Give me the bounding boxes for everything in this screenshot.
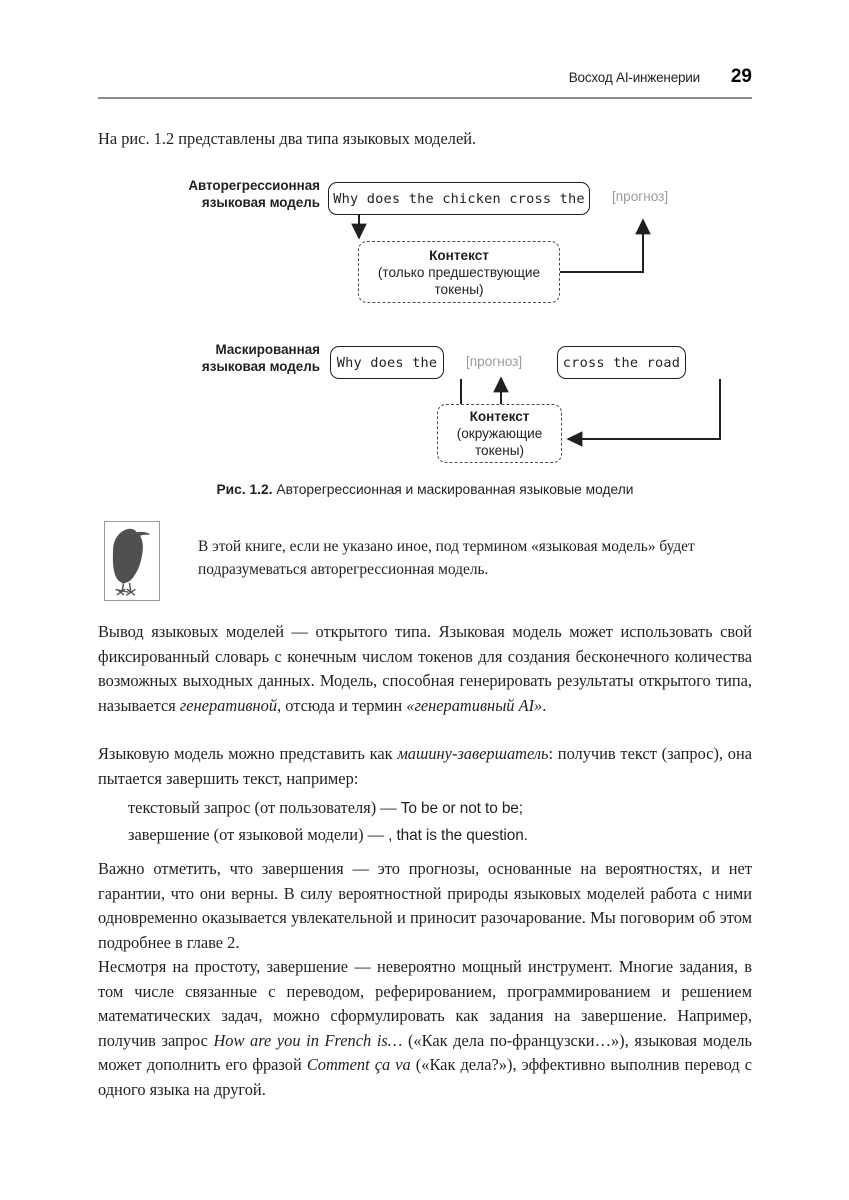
autoregressive-prediction-label: [прогноз] — [612, 189, 669, 204]
list-item-1-code: To be or not to be; — [400, 800, 523, 817]
figure-caption — [98, 482, 752, 497]
paragraph-probabilistic-nature: Важно отметить, что завершения — это прогнозы, основанные на вероятностях, и нет гарантии, что они верны. В силу вероятностной природы языковых моделей работа с ними одновременно оказывается увлекательной и приносит разочарование. Мы поговорим об этом подробнее в главе 2. — [98, 859, 752, 952]
crow-icon — [104, 521, 160, 601]
autoregressive-label-line-1: Авторегрессионная — [188, 178, 320, 193]
p4-italic-prompt: How are you in French is… — [213, 1030, 403, 1050]
autoregressive-model-label — [98, 178, 320, 211]
intro-sentence: На рис. 1.2 представлены два типа языковых моделей. — [98, 129, 477, 148]
p4-part-c: («Как дела?»), эффективно выполнив перевод с одного языка на другой. — [98, 1055, 753, 1099]
list-item — [128, 822, 752, 849]
p4-italic-french: Comment ça va — [306, 1055, 411, 1075]
note-block — [104, 519, 752, 605]
list-item-2-code: , that is the question. — [388, 827, 528, 844]
paragraph-open-ended-output — [98, 620, 752, 718]
figure-connectors — [98, 166, 752, 496]
masked-prediction-label: [прогноз] — [466, 354, 523, 369]
masked-right-box: cross the road — [557, 346, 686, 379]
p2-part-b: : получив текст (запрос), она пытается завершить текст, например: — [98, 744, 752, 788]
masked-left-box: Why does the — [330, 346, 444, 379]
running-head-title: Восход AI-инженерии — [568, 70, 700, 85]
p1-part-a: Вывод языковых моделей — открытого типа. Языковая модель может использовать свой фиксированный словарь с конечным числом токенов для создания бесконечного количества возможных выходных данных. Модель, способная генерировать результаты открытого типа, называется — [98, 622, 752, 715]
p4-part-b: («Как дела по-французски…»), языковая модель может дополнить его фразой — [98, 1030, 752, 1075]
p1-italic-generative-ai: «генеративный AI» — [406, 695, 543, 715]
crow-icon-glyph — [105, 522, 159, 600]
p2-italic-machine: машину-завершатель — [397, 744, 549, 763]
header-rule — [98, 97, 752, 99]
list-item — [128, 795, 752, 822]
masked-label-line-2: языковая модель — [201, 358, 320, 374]
paragraph-completion-power — [98, 955, 752, 1103]
p1-part-b: , отсюда и термин — [277, 695, 407, 715]
autoregressive-context-sub-1: (только предшествующие — [377, 264, 541, 280]
paragraph-completion-machine — [98, 742, 752, 791]
autoregressive-context-box — [358, 241, 560, 303]
autoregressive-prompt-box: Why does the chicken cross the — [328, 182, 590, 215]
masked-label-line-1: Маскированная — [215, 342, 320, 357]
masked-context-sub-2: токены) — [474, 443, 525, 458]
masked-context-sub-1: (окружающие — [456, 426, 543, 441]
masked-context-box — [437, 404, 562, 463]
list-item-2-label: завершение (от языковой модели) — — [128, 825, 389, 844]
page-number: 29 — [730, 66, 752, 87]
p4-part-a: Несмотря на простоту, завершение — невероятно мощный инструмент. Многие задания, в том числе связанные с переводом, реферированием, программированием и решением математических задач, можно сформулировать как задания на завершение. Например, получив запрос — [98, 957, 752, 1050]
autoregressive-context-sub-2: токены) — [434, 281, 484, 297]
figure-caption-text: Авторегрессионная и маскированная языковые модели — [272, 482, 634, 497]
figure-caption-number: Рис. 1.2. — [216, 482, 273, 497]
example-list — [128, 795, 752, 849]
p1-italic-generative: генеративной — [179, 695, 278, 715]
p1-part-c: . — [542, 695, 547, 715]
figure-1-2 — [98, 166, 752, 496]
masked-model-label — [98, 342, 320, 375]
note-text: В этой книге, если не указано иное, под термином «языковая модель» будет подразумеваться авторегрессионная модель. — [198, 538, 695, 578]
autoregressive-context-title: Контекст — [429, 247, 489, 263]
autoregressive-label-line-2: языковая модель — [201, 194, 320, 210]
running-head — [98, 66, 752, 88]
list-item-1-label: текстовый запрос (от пользователя) — — [128, 798, 401, 817]
masked-context-title: Контекст — [469, 409, 530, 424]
p2-part-a: Языковую модель можно представить как — [98, 744, 398, 763]
